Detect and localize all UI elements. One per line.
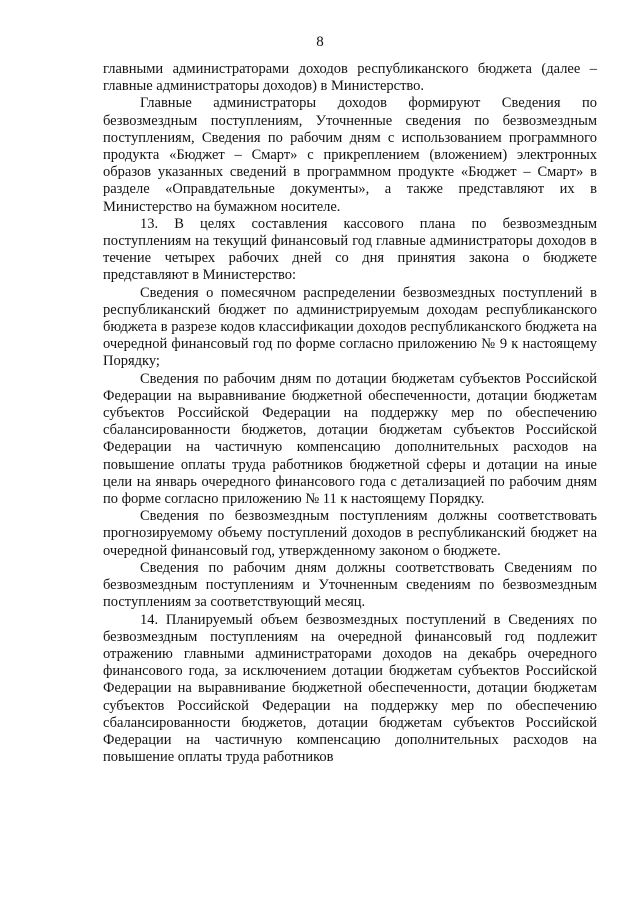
paragraph-7: Сведения по рабочим дням должны соответствовать Сведениям по безвозмездным поступлениям и Уточненным сведениям по безвозмездным поступлениям за соответствующий месяц.: [103, 559, 597, 611]
page-number: 8: [316, 34, 324, 50]
paragraph-4: Сведения о помесячном распределении безвозмездных поступлений в республиканский бюджет по администрируемым доходам республиканского бюджета в разрезе кодов классификации доходов республиканского бюджета на очередной финансовый год по форме согласно приложению № 9 к настоящему Порядку;: [103, 284, 597, 370]
paragraph-2: Главные администраторы доходов формируют Сведения по безвозмездным поступлениям, Уточненные сведения по безвозмездным поступлениям, Сведения по рабочим дням с использованием программного продукта «Бюджет – Смарт» с прикреплением (вложением) электронных образов указанных сведений в программном продукте «Бюджет – Смарт» в разделе «Оправдательные документы», а также представляют их в Министерство на бумажном носителе.: [103, 95, 597, 215]
paragraph-3: 13. В целях составления кассового плана по безвозмездным поступлениям на текущий финансовый год главные администраторы доходов в течение четырех рабочих дней со дня принятия закона о бюджете представляют в Министерство:: [103, 215, 597, 284]
paragraph-6: Сведения по безвозмездным поступлениям должны соответствовать прогнозируемому объему поступлений доходов в республиканский бюджет на очередной финансовый год, утвержденному законом о бюджете.: [103, 508, 597, 559]
paragraph-8: 14. Планируемый объем безвозмездных поступлений в Сведениях по безвозмездным поступлениям на очередной финансовый год подлежит отражению главными администраторами доходов на декабрь очередного финансового года, за исключением дотации бюджетам субъектов Российской Федерации на выравнивание бюджетной обеспеченности, дотации бюджетам субъектов Российской Федерации на поддержку мер по обеспечению сбалансированности бюджетов, дотации бюджетам субъектов Российской Федерации на частичную компенсацию дополнительных расходов на повышение оплаты труда работников: [103, 611, 597, 766]
paragraph-1: главными администраторами доходов республиканского бюджета (далее – главные администраторы доходов) в Министерство.: [103, 61, 597, 95]
document-body: [103, 61, 597, 766]
paragraph-5: Сведения по рабочим дням по дотации бюджетам субъектов Российской Федерации на выравнивание бюджетной обеспеченности, дотации бюджетам субъектов Российской Федерации на поддержку мер по обеспечению сбалансированности бюджетов, дотации бюджетам субъектов Российской Федерации на частичную компенсацию дополнительных расходов на повышение оплаты труда работников бюджетной сферы и дотации на иные цели на январь очередного финансового года с детализацией по рабочим дням по форме согласно приложению № 11 к настоящему Порядку.: [103, 370, 597, 508]
